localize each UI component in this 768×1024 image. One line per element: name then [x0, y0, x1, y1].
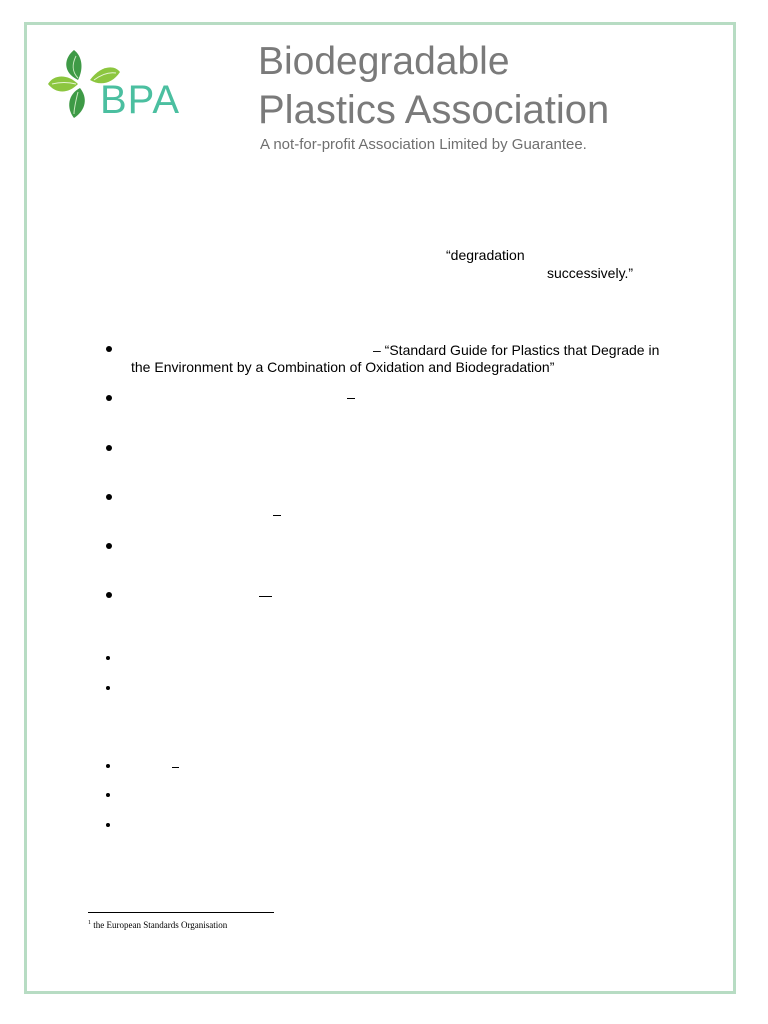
- list-bullet: [106, 686, 110, 690]
- footnote-text: the European Standards Organisation: [93, 920, 228, 930]
- association-tagline: A not-for-profit Association Limited by Guarantee.: [260, 136, 587, 153]
- list-bullet: [106, 346, 112, 352]
- dash-mark: [347, 398, 355, 399]
- list-bullet: [106, 395, 112, 401]
- dash-mark: [259, 596, 272, 597]
- list-bullet: [106, 445, 112, 451]
- list-bullet: [106, 592, 112, 598]
- list-bullet: [106, 494, 112, 500]
- association-title-line-1: Biodegradable: [258, 40, 510, 83]
- footnote-separator: [88, 912, 274, 913]
- list-bullet: [106, 543, 112, 549]
- association-title-line-2: Plastics Association: [258, 88, 610, 132]
- dash-mark: [273, 515, 281, 516]
- definition-quote-start: “degradation: [446, 247, 525, 263]
- standard-guide-line-1: – “Standard Guide for Plastics that Degrade in: [373, 342, 660, 358]
- list-bullet: [106, 823, 110, 827]
- standard-guide-line-2: the Environment by a Combination of Oxidation and Biodegradation”: [131, 359, 555, 375]
- bpa-logo-text: BPA: [100, 78, 181, 122]
- page-border: [24, 22, 736, 994]
- footnote-marker: 1: [88, 920, 91, 926]
- list-bullet: [106, 656, 110, 660]
- definition-quote-end: successively.”: [547, 265, 634, 281]
- list-bullet: [106, 793, 110, 797]
- list-bullet: [106, 764, 110, 768]
- dash-mark: [172, 767, 179, 768]
- footnote: [88, 918, 227, 931]
